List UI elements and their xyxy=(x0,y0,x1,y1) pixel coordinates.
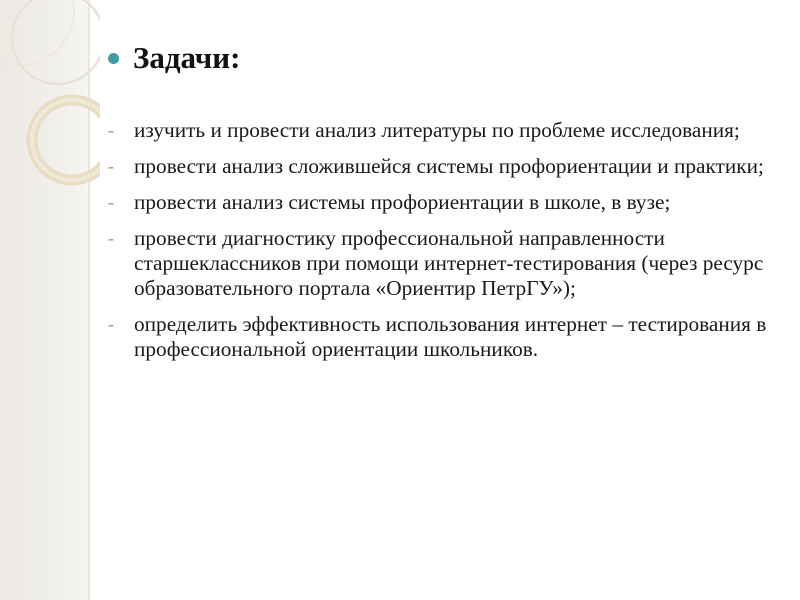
list-item xyxy=(108,154,788,179)
title-row xyxy=(108,36,240,80)
title-bullet-icon xyxy=(108,53,119,64)
task-text: провести диагностику профессиональной направленности старшеклассников при помощи интернет-тестирования (через ресурс образовательного портала «Ориентир ПетрГУ»); xyxy=(134,226,764,300)
dash-marker: - xyxy=(108,314,114,334)
task-text: изучить и провести анализ литературы по проблеме исследования; xyxy=(134,118,740,142)
list-item xyxy=(108,312,788,362)
dash-marker: - xyxy=(108,192,114,212)
list-item xyxy=(108,190,788,215)
task-text: провести анализ системы профориентации в школе, в вузе; xyxy=(134,190,671,214)
task-text: провести анализ сложившейся системы профориентации и практики; xyxy=(134,154,764,178)
decorative-rings xyxy=(0,0,100,210)
list-item xyxy=(108,226,788,301)
list-item xyxy=(108,118,788,143)
task-text: определить эффективность использования интернет – тестирования в профессиональной ориентации школьников. xyxy=(134,312,767,361)
dash-marker: - xyxy=(108,156,114,176)
task-list xyxy=(108,118,788,373)
dash-marker: - xyxy=(108,228,114,248)
dash-marker: - xyxy=(108,120,114,140)
slide-title: Задачи: xyxy=(133,40,241,75)
